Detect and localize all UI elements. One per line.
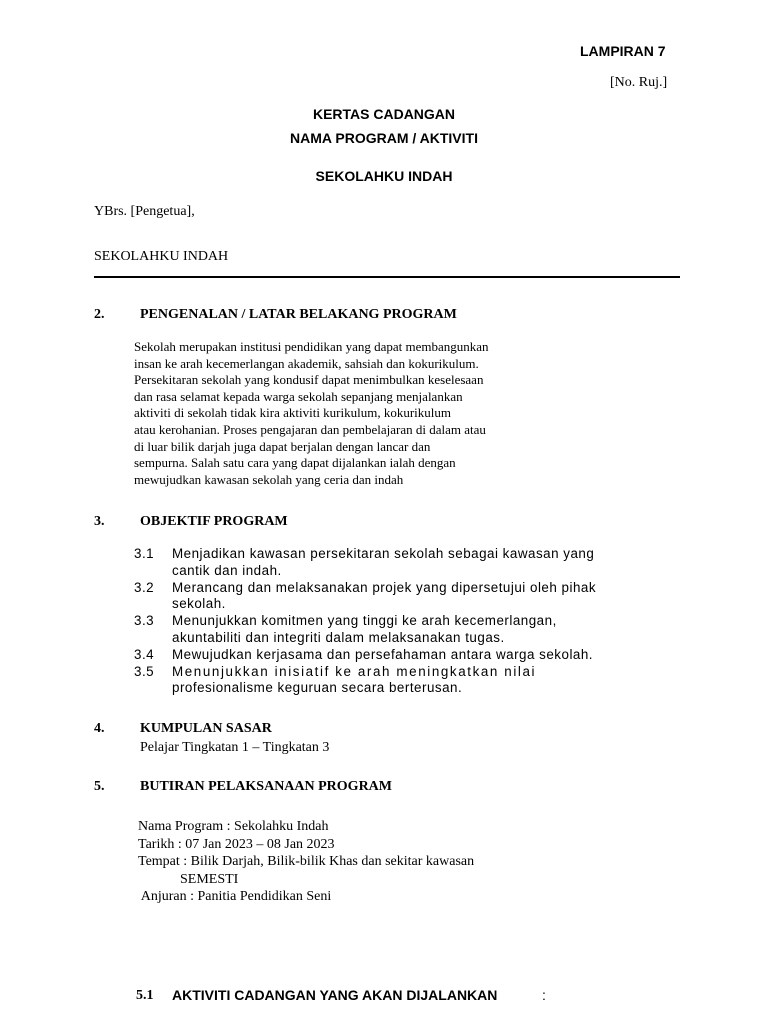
objective-line: sekolah. [172,596,226,612]
section-5-1-colon: : [542,987,546,1003]
objective-item [134,546,692,580]
appendix-label: LAMPIRAN 7 [580,43,666,59]
paragraph-line: sempurna. Salah satu cara yang dapat dijalankan ialah dengan [134,455,456,471]
section-5-1-title: AKTIVITI CADANGAN YANG AKAN DIJALANKAN [172,987,498,1003]
objective-text [172,580,692,614]
objective-item [134,664,692,698]
paragraph-line: mewujudkan kawasan sekolah yang ceria dan indah [134,471,404,487]
section-5-title: BUTIRAN PELAKSANAAN PROGRAM [140,779,393,794]
subject-line: SEKOLAHKU INDAH [94,249,229,264]
objective-line: Menunjukkan komitmen yang tinggi ke arah kecemerlangan, [172,613,557,629]
target-group: Pelajar Tingkatan 1 – Tingkatan 3 [140,740,330,755]
detail-line: Anjuran : Panitia Pendidikan Seni [138,889,332,905]
section-5-1-number: 5.1 [136,988,154,1003]
objective-number: 3.1 [134,546,155,561]
section-5-number: 5. [94,779,105,794]
detail-line: Tarikh : 07 Jan 2023 – 08 Jan 2023 [138,836,335,852]
objective-line: Menunjukkan inisiatif ke arah meningkatkan nilai [172,663,537,679]
detail-line: SEMESTI [138,871,239,887]
section-4-number: 4. [94,721,105,736]
paragraph-line: insan ke arah kecemerlangan akademik, sahsiah dan kokurikulum. [134,355,479,371]
objective-number: 3.4 [134,646,155,662]
objective-text [172,546,692,580]
detail-line: Tempat : Bilik Darjah, Bilik-bilik Khas dan sekitar kawasan [138,854,475,870]
objective-line: cantik dan indah. [172,562,282,578]
reference-number: [No. Ruj.] [610,75,668,90]
objective-line: Menjadikan kawasan persekitaran sekolah sebagai kawasan yang [172,546,595,561]
paragraph-line: aktiviti di sekolah tidak kira aktiviti kurikulum, kokurikulum [134,405,452,421]
objective-number: 3.2 [134,579,155,595]
section-4-title: KUMPULAN SASAR [140,721,272,736]
program-details [138,818,474,906]
paragraph-line: Sekolah merupakan institusi pendidikan yang dapat membangunkan [134,339,489,354]
subject-underline [94,276,680,278]
paragraph-line: Persekitaran sekolah yang kondusif dapat menimbulkan keselesaan [134,372,484,388]
objective-text [172,664,692,698]
objectives-list [134,546,692,697]
objective-number: 3.5 [134,663,155,679]
section-3-number: 3. [94,514,105,529]
objective-item [134,647,692,664]
document-title: KERTAS CADANGAN [312,106,456,122]
salutation: YBrs. [Pengetua], [94,204,195,219]
objective-line: Mewujudkan kerjasama dan persefahaman antara warga sekolah. [172,646,594,662]
section-2-number: 2. [94,307,105,322]
section-2-title: PENGENALAN / LATAR BELAKANG PROGRAM [140,307,457,322]
program-name-heading: NAMA PROGRAM / AKTIVITI [290,130,478,146]
paragraph-line: atau kerohanian. Proses pengajaran dan pembelajaran di dalam atau [134,421,486,437]
program-title: SEKOLAHKU INDAH [315,168,453,184]
objective-text [172,613,692,647]
section-3-title: OBJEKTIF PROGRAM [140,514,288,529]
detail-line: Nama Program : Sekolahku Indah [138,819,329,834]
objective-item [134,613,692,647]
objective-line: akuntabiliti dan integriti dalam melaksanakan tugas. [172,629,505,645]
objective-line: profesionalisme keguruan secara berterusan. [172,680,463,696]
objective-item [134,580,692,614]
objective-number: 3.3 [134,613,155,629]
section-2-paragraph [134,339,489,488]
objective-line: Merancang dan melaksanakan projek yang dipersetujui oleh pihak [172,579,597,595]
objective-text [172,647,692,664]
paragraph-line: dan rasa selamat kepada warga sekolah sepanjang menjalankan [134,388,463,404]
paragraph-line: di luar bilik darjah juga dapat berjalan dengan lancar dan [134,438,431,454]
